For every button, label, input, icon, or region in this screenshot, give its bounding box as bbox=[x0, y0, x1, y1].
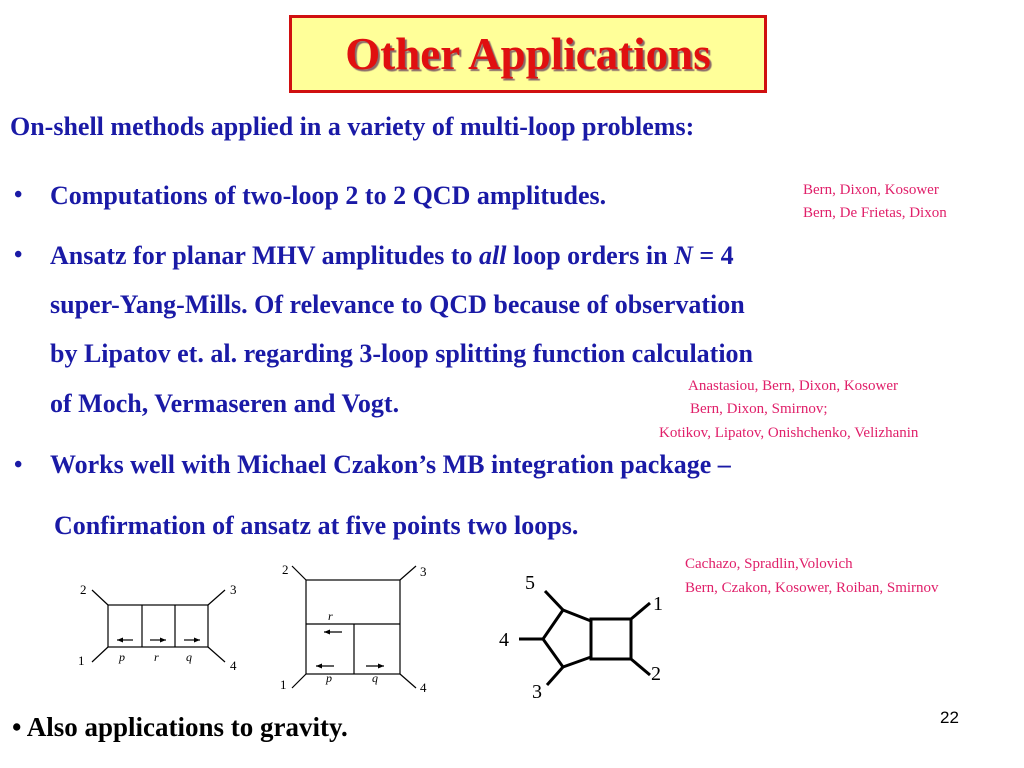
tennis-leg-label: 3 bbox=[420, 564, 427, 579]
ladder-leg-label: 4 bbox=[230, 658, 237, 673]
pentabox-leg-label: 4 bbox=[499, 629, 509, 651]
ladder-leg-label: 3 bbox=[230, 582, 237, 597]
bullet-ansatz-line2: super-Yang-Mills. Of relevance to QCD because of observation bbox=[50, 290, 745, 319]
bullet-marker: • bbox=[14, 452, 23, 478]
ladder-momentum-label: p bbox=[119, 650, 125, 664]
bullet-marker: • bbox=[14, 182, 23, 208]
tennis-leg-label: 4 bbox=[420, 680, 427, 695]
bullet-ansatz-line1 bbox=[50, 241, 734, 271]
gravity-text: Also applications to gravity. bbox=[26, 712, 348, 742]
tennis-momentum-label: q bbox=[372, 671, 378, 685]
ref-qcd-1: Bern, Dixon, Kosower bbox=[803, 182, 939, 198]
title-box bbox=[289, 15, 767, 93]
pentabox-leg-label: 2 bbox=[651, 663, 661, 685]
tennis-momentum-label: p bbox=[326, 671, 332, 685]
bullet-marker: • bbox=[14, 242, 23, 268]
pentabox-leg-label: 5 bbox=[525, 572, 535, 594]
bullet-qcd-amplitudes: Computations of two-loop 2 to 2 QCD amplitudes. bbox=[50, 181, 607, 210]
gravity-bullet-marker: • bbox=[12, 712, 22, 742]
tennis-momentum-label: r bbox=[328, 609, 333, 623]
ladder-momentum-label: q bbox=[186, 650, 192, 664]
page-number: 22 bbox=[940, 708, 959, 727]
ladder-leg-label: 1 bbox=[78, 653, 85, 668]
ansatz-all-italic: all bbox=[479, 241, 507, 270]
pentabox-leg-label: 1 bbox=[653, 593, 663, 615]
bullet-czakon-line1: Works well with Michael Czakon’s MB integration package – bbox=[50, 450, 731, 479]
ladder-momentum-label: r bbox=[154, 650, 159, 664]
gravity-bullet-line bbox=[12, 712, 348, 743]
ansatz-text-b: loop orders in bbox=[506, 241, 675, 270]
slide-title: Other Applications bbox=[345, 29, 711, 79]
ladder-leg-label: 2 bbox=[80, 582, 87, 597]
ansatz-N-italic: N bbox=[674, 241, 693, 270]
tennis-leg-label: 1 bbox=[280, 677, 287, 692]
ansatz-text-c: = 4 bbox=[692, 241, 734, 270]
ref-ansatz-3: Kotikov, Lipatov, Onishchenko, Velizhanin bbox=[659, 425, 919, 441]
ref-fivepoint-2: Bern, Czakon, Kosower, Roiban, Smirnov bbox=[685, 580, 939, 596]
ref-ansatz-2: Bern, Dixon, Smirnov; bbox=[690, 401, 828, 417]
ref-ansatz-1: Anastasiou, Bern, Dixon, Kosower bbox=[688, 378, 898, 394]
bullet-ansatz-line3: by Lipatov et. al. regarding 3-loop splitting function calculation bbox=[50, 339, 754, 368]
ladder-diagram bbox=[70, 578, 250, 688]
bullet-ansatz-line4: of Moch, Vermaseren and Vogt. bbox=[50, 389, 400, 418]
ref-qcd-2: Bern, De Frietas, Dixon bbox=[803, 205, 947, 221]
tennis-court-diagram bbox=[270, 558, 440, 698]
ref-fivepoint-1: Cachazo, Spradlin,Volovich bbox=[685, 556, 853, 572]
tennis-leg-label: 2 bbox=[282, 562, 289, 577]
bullet-czakon-line2: Confirmation of ansatz at five points two loops. bbox=[54, 511, 579, 540]
pentabox-diagram bbox=[495, 565, 675, 705]
pentabox-leg-label: 3 bbox=[532, 681, 542, 703]
intro-line: On-shell methods applied in a variety of multi-loop problems: bbox=[10, 112, 695, 141]
ansatz-text-a: Ansatz for planar MHV amplitudes to bbox=[50, 241, 480, 270]
